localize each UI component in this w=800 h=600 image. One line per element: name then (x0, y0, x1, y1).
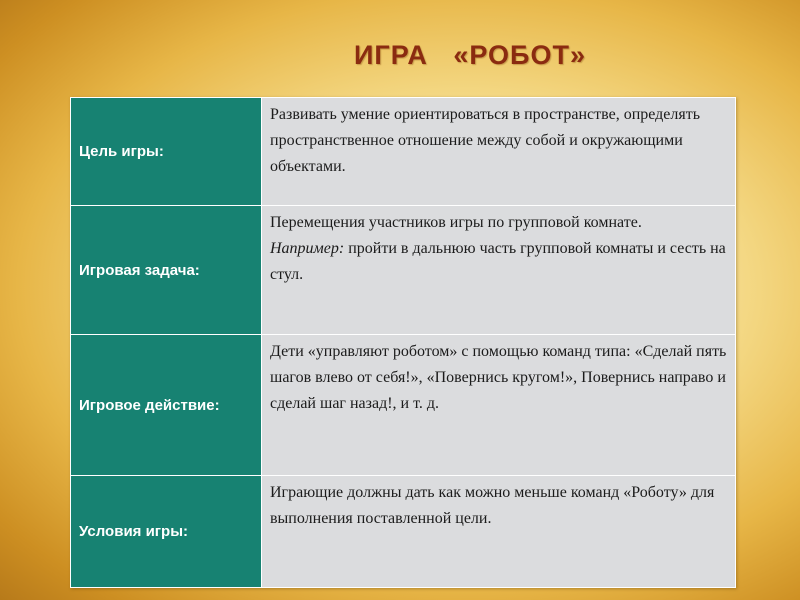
table-row (71, 335, 736, 476)
row-text-action: Дети «управляют роботом» с помощью команд типа: «Сделай пять шагов влево от себя!», «Повернись кругом!», Повернись направо и сделай шаг назад!, и т. д. (262, 335, 736, 476)
table-row (71, 476, 736, 588)
task-example (270, 236, 727, 288)
row-label-task: Игровая задача: (71, 206, 262, 335)
example-label: Например: (270, 240, 345, 257)
task-text: Перемещения участников игры по групповой комнате. (270, 214, 642, 231)
row-label-conditions: Условия игры: (71, 476, 262, 588)
slide-title: ИГРА «РОБОТ» (354, 40, 586, 70)
row-text-conditions: Играющие должны дать как можно меньше команд «Роботу» для выполнения поставленной цели. (262, 476, 736, 588)
table-row (71, 98, 736, 206)
row-label-action: Игровое действие: (71, 335, 262, 476)
game-info-table (70, 97, 736, 588)
row-text-task (262, 206, 736, 335)
row-text-goal: Развивать умение ориентироваться в пространстве, определять пространственное отношение между собой и окружающими объектами. (262, 98, 736, 206)
table-row (71, 206, 736, 335)
row-label-goal: Цель игры: (71, 98, 262, 206)
example-text: пройти в дальнюю часть групповой комнаты и сесть на стул. (270, 240, 726, 283)
